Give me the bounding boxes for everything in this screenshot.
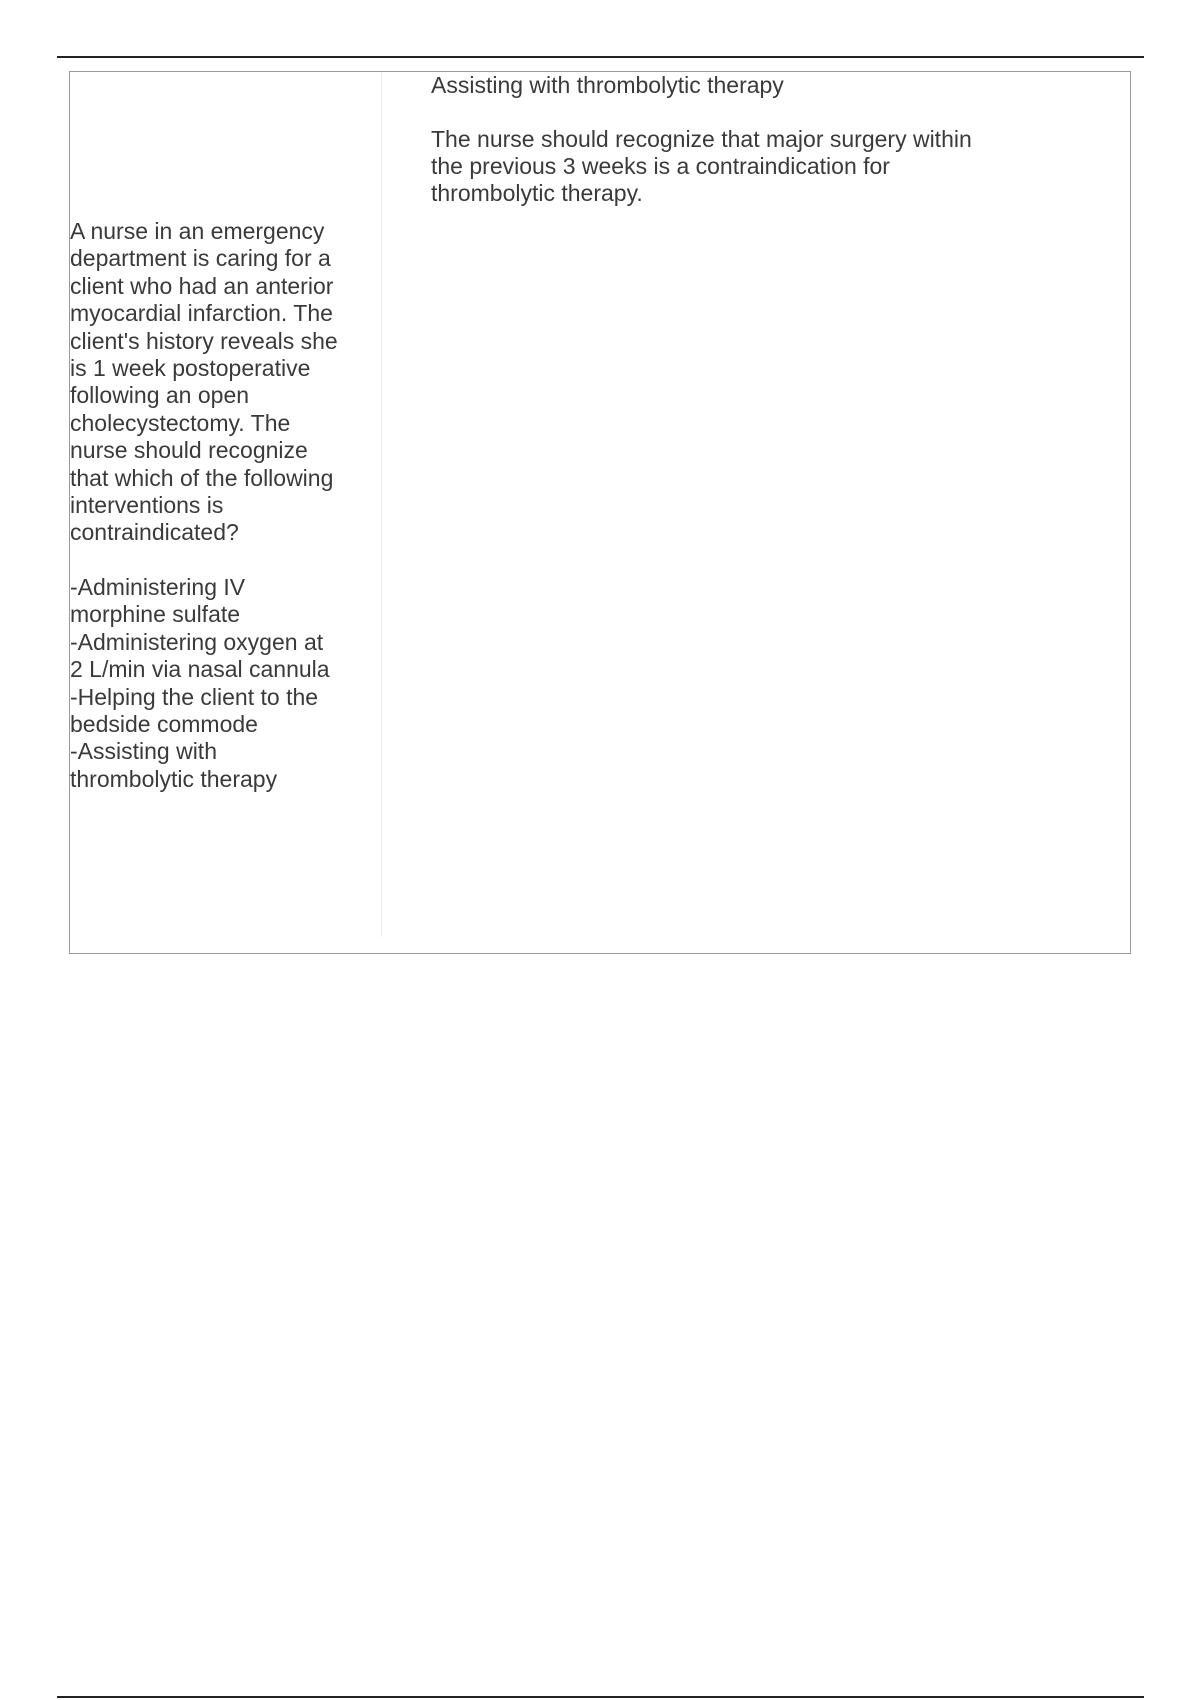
answer-title: Assisting with thrombolytic therapy [431, 72, 784, 98]
answer-explanation: The nurse should recognize that major surgery within the previous 3 weeks is a contraindication for thrombolytic therapy. [431, 126, 972, 206]
question-column [70, 218, 370, 793]
option-item [70, 684, 370, 739]
option-text: -Helping the client to the bedside commode [70, 683, 319, 737]
option-item [70, 574, 370, 629]
option-text: -Administering IV morphine sulfate [70, 573, 246, 628]
option-text: -Assisting with thrombolytic therapy [70, 738, 278, 792]
option-item [70, 738, 370, 793]
option-item [70, 629, 370, 684]
column-divider [381, 72, 382, 937]
top-rule [57, 56, 1144, 58]
flashcard [69, 71, 1131, 954]
question-text: A nurse in an emergency department is caring for a client who had an anterior myocardial infarction. The client's history reveals she is 1 week postoperative following an open cholecystectomy. The nurse should recognize that which of the following interventions is contraindicated? [70, 218, 338, 546]
bottom-rule [57, 1696, 1144, 1698]
option-list [70, 574, 370, 793]
option-text: -Administering oxygen at 2 L/min via nasal cannula [70, 628, 330, 683]
answer-column [431, 72, 1031, 207]
